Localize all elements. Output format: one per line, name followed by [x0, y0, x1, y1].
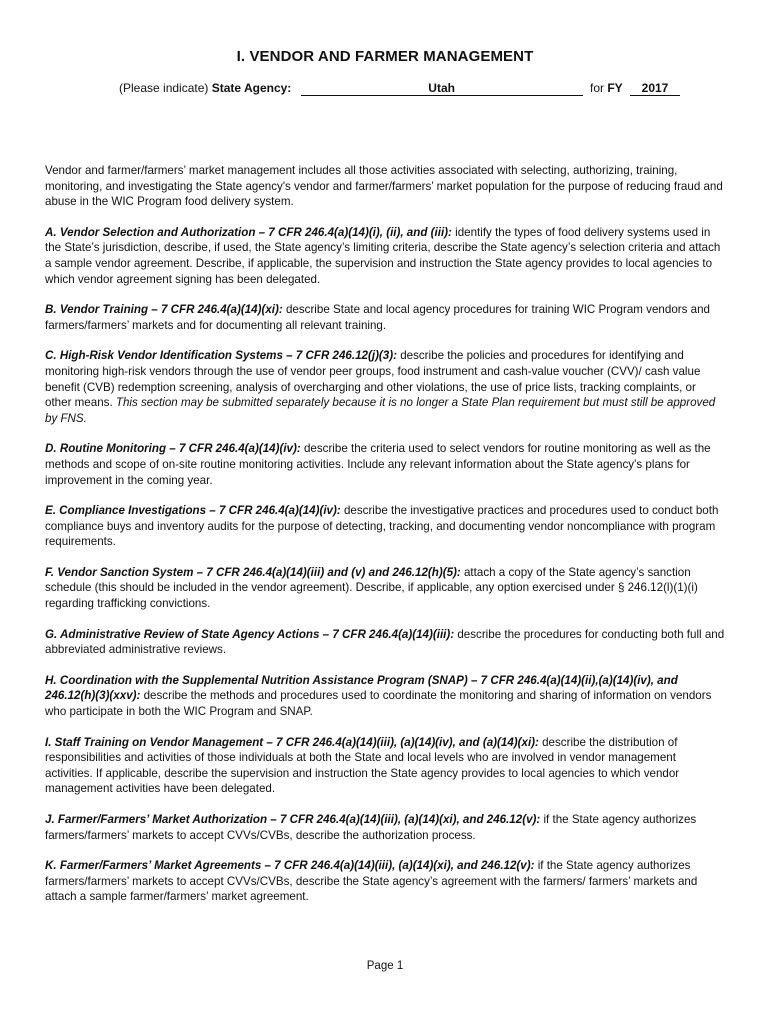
agency-prefix: (Please indicate): [119, 81, 212, 95]
page-number: Page 1: [366, 960, 404, 972]
section-d: [45, 441, 725, 488]
page-title: I. VENDOR AND FARMER MANAGEMENT: [236, 48, 534, 65]
section-text: if the State agency authorizes farmers/farmers’ markets to accept CVVs/CVBs, describe the authorization process.: [45, 813, 697, 842]
section-text: attach a copy of the State agency’s sanction schedule (this should be included in the vendor agreement). Describe, if applicable, any option exercised under § 246.12(l)(1)(i) regarding trafficking convictions.: [45, 565, 698, 611]
fy-prefix: for: [589, 81, 608, 95]
section-text: describe the distribution of responsibilities and activities of those individuals at both the State and local levels who are involved in vendor management activities. If applicable, describe the supervision and instruction the State agency provides to local agencies to which vendor management activities have been delegated.: [45, 735, 680, 796]
section-heading: I. Staff Training on Vendor Management – 7 CFR 246.4(a)(14)(iii), (a)(14)(iv), and (a)(14)(xi):: [45, 735, 539, 749]
section-a: [45, 225, 725, 287]
document-body: [45, 163, 725, 920]
section-note: This section may be submitted separately because it is no longer a State Plan requirement but must still be approved by FNS.: [45, 396, 716, 425]
section-text: identify the types of food delivery systems used in the State’s jurisdiction, describe, if used, the State agency’s limiting criteria, describe the State agency’s selection criteria and attach a sample vendor agreement. Describe, if applicable, the supervision and instruction the State agency provides to local agencies to which vendor agreement signing has been delegated.: [45, 225, 721, 286]
section-text: describe the methods and procedures used to coordinate the monitoring and sharing of information on vendors who participate in both the WIC Program and SNAP.: [45, 689, 712, 719]
section-heading: B. Vendor Training – 7 CFR 246.4(a)(14)(xi):: [45, 303, 283, 317]
section-text: describe the procedures for conducting both full and abbreviated administrative reviews.: [45, 627, 725, 657]
section-e: [45, 503, 725, 550]
section-b: [45, 302, 725, 333]
section-h: [45, 673, 725, 720]
fy-label: FY: [607, 81, 623, 95]
section-heading: J. Farmer/Farmers’ Market Authorization – 7 CFR 246.4(a)(14)(iii), (a)(14)(xi), and 246.12(v):: [45, 813, 541, 826]
section-text: describe State and local agency procedures for training WIC Program vendors and farmers/farmers’ markets and for documenting all relevant training.: [45, 303, 710, 332]
section-heading: E. Compliance Investigations – 7 CFR 246.4(a)(14)(iv):: [45, 504, 341, 518]
intro-paragraph: Vendor and farmer/farmers’ market management includes all those activities associated with selecting, authorizing, training, monitoring, and investigating the State agency's vendor and farmer/farmers’ market population for the purpose of reducing fraud and abuse in the WIC Program food delivery system.: [45, 164, 723, 209]
section-j: [45, 812, 725, 843]
section-text: describe the criteria used to select vendors for routine monitoring as well as the methods and scope of on-site routine monitoring activities. Include any relevant information about the State agency’s plans for improvement in the coming year.: [45, 442, 711, 487]
section-heading: C. High-Risk Vendor Identification Systems – 7 CFR 246.12(j)(3):: [45, 349, 397, 363]
section-heading: H. Coordination with the Supplemental Nutrition Assistance Program (SNAP) – 7 CFR 246.4(a)(14)(ii),(a)(14)(iv), and 246.12(h)(3)(xxv):: [45, 673, 678, 703]
state-agency-label: State Agency:: [211, 81, 292, 95]
section-heading: A. Vendor Selection and Authorization – 7 CFR 246.4(a)(14)(i), (ii), and (iii):: [45, 225, 452, 239]
section-i: [45, 735, 725, 797]
section-heading: D. Routine Monitoring – 7 CFR 246.4(a)(14)(iv):: [45, 442, 301, 456]
section-f: [45, 565, 725, 612]
section-heading: G. Administrative Review of State Agency Actions – 7 CFR 246.4(a)(14)(iii):: [45, 627, 455, 641]
state-agency-line: [119, 81, 680, 96]
section-c: [45, 348, 725, 426]
section-heading: K. Farmer/Farmers’ Market Agreements – 7 CFR 246.4(a)(14)(iii), (a)(14)(xi), and 246.12(v):: [45, 859, 535, 873]
fy-field[interactable]: 2017: [630, 81, 680, 96]
state-agency-field[interactable]: Utah: [301, 81, 583, 96]
section-k: [45, 858, 725, 905]
section-text: if the State agency authorizes farmers/farmers’ markets to accept CVVs/CVBs, describe the State agency’s agreement with the farmers/ farmers’ markets and attach a sample farmer/farmers’ market agreement.: [45, 859, 698, 904]
section-g: [45, 627, 725, 658]
section-text: describe the investigative practices and procedures used to conduct both compliance buys and inventory audits for the purpose of detecting, tracking, and documenting vendor noncompliance with program requirements.: [45, 504, 719, 549]
section-heading: F. Vendor Sanction System – 7 CFR 246.4(a)(14)(iii) and (v) and 246.12(h)(5):: [45, 565, 461, 579]
section-text: describe the policies and procedures for identifying and monitoring high-risk vendors through the use of vendor peer groups, food instrument and cash-value voucher (CVV)/ cash value benefit (CVB) redemption screening, analysis of overcharging and other violations, the use of price lists, tracking complaints, or other means.: [45, 349, 701, 410]
